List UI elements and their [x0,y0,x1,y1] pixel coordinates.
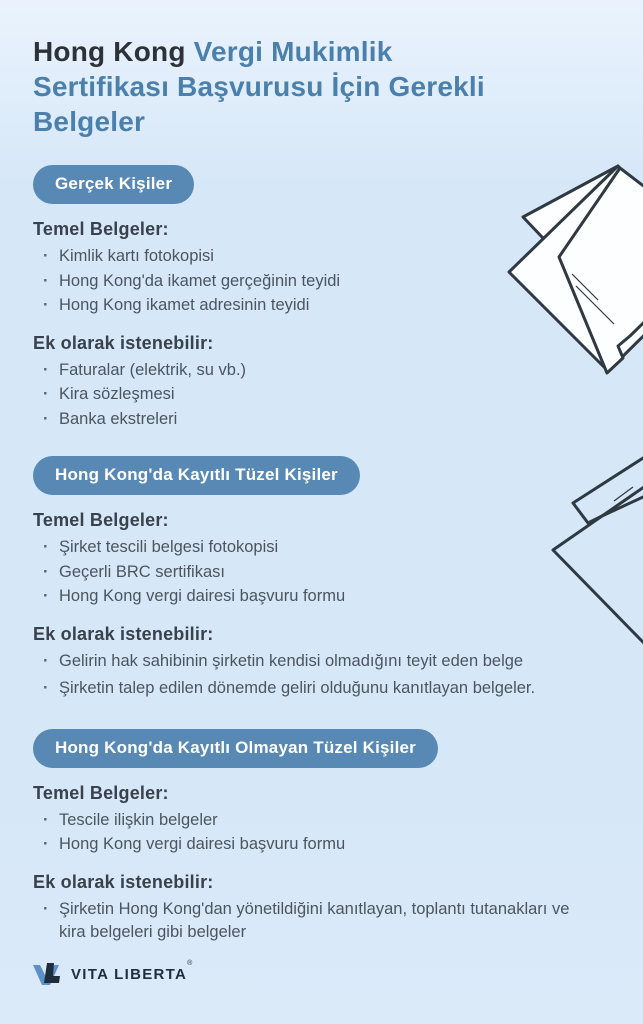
list-item [33,585,593,609]
list-item [33,408,593,432]
title-dark-part: Hong Kong [33,36,186,67]
list-item-text: Hong Kong vergi dairesi başvuru formu [59,835,346,853]
document-list [33,536,593,609]
title-line-3: Belgeler [33,106,146,137]
list-item-text: Banka ekstreleri [59,409,178,428]
group-heading: Temel Belgeler: [33,782,169,803]
vl-monogram-icon [33,961,63,989]
title-blue-part: Vergi Mukimlik [193,36,393,67]
list-item-text: Kimlik kartı fotokopisi [59,247,214,265]
list-item [33,245,593,269]
footer-brand [33,961,192,989]
page-title [33,34,593,139]
list-item-text: Tescile ilişkin belgeler [59,810,218,829]
list-item [33,270,593,294]
document-list [33,359,593,432]
section-kayitli-tuzel-kisiler [33,432,593,701]
list-item [33,383,593,407]
list-item [33,359,593,383]
content-column [33,34,593,945]
list-item [33,650,593,674]
list-item [33,898,593,945]
list-item-text: Kira sözleşmesi [59,385,175,403]
document-list [33,898,593,945]
list-item-text: Faturalar (elektrik, su vb.) [59,360,247,379]
group-heading: Ek olarak istenebilir: [33,332,214,353]
section-gercek-kisiler [33,139,593,431]
list-item [33,294,593,318]
brand-name: VITA LIBERTA [71,966,188,983]
document-list [33,809,593,857]
list-item-text: Hong Kong vergi dairesi başvuru formu [59,587,346,605]
group-heading: Ek olarak istenebilir: [33,623,214,644]
list-item-text: Şirketin talep edilen dönemde geliri olduğunu kanıtlayan belgeler. [59,679,536,697]
list-item-text: Gelirin hak sahibinin şirketin kendisi olmadığını teyit eden belge [59,651,524,670]
list-item-text: Şirketin Hong Kong'dan yönetildiğini kanıtlayan, toplantı tutanakları ve kira belgeleri gibi belgeler [59,899,570,941]
group-heading: Temel Belgeler: [33,219,169,239]
section-badge: Hong Kong'da Kayıtlı Tüzel Kişiler [33,456,360,495]
registered-trademark-symbol: ® [187,960,193,967]
list-item [33,536,593,560]
title-line-1 [33,34,593,69]
list-item [33,809,593,833]
list-item-text: Geçerli BRC sertifikası [59,562,225,581]
title-line-2: Sertifikası Başvurusu İçin Gerekli [33,71,485,102]
list-item-text: Hong Kong'da ikamet gerçeğinin teyidi [59,271,341,290]
list-item [33,561,593,585]
document-list [33,650,593,701]
document-list [33,245,593,318]
group-heading: Temel Belgeler: [33,510,169,530]
brand-text [71,960,193,984]
list-item-text: Şirket tescili belgesi fotokopisi [59,538,279,556]
list-item [33,677,593,701]
list-item [33,833,593,857]
list-item-text: Hong Kong ikamet adresinin teyidi [59,296,310,314]
section-badge: Gerçek Kişiler [33,165,194,204]
section-badge: Hong Kong'da Kayıtlı Olmayan Tüzel Kişiler [33,729,438,768]
section-kayitli-olmayan-tuzel-kisiler [33,705,593,945]
group-heading: Ek olarak istenebilir: [33,871,214,892]
